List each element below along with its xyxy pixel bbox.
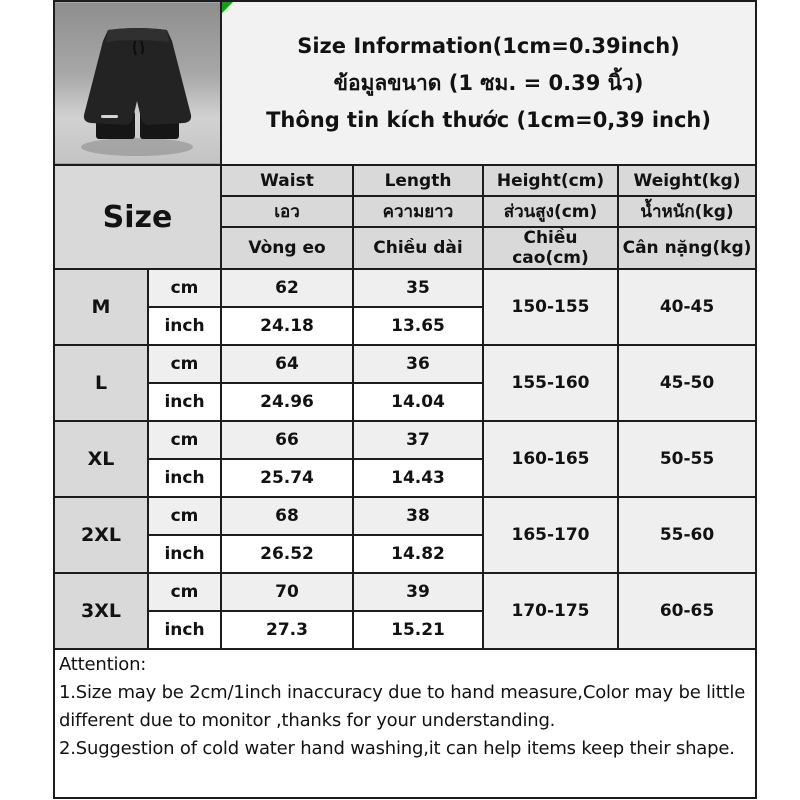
length-cm-value: 37	[353, 421, 483, 459]
size-label: M	[54, 269, 148, 345]
attention-line-2: 2.Suggestion of cold water hand washing,it can help items keep their shape.	[59, 738, 735, 759]
header-waist-en: Waist	[221, 165, 353, 196]
size-label: L	[54, 345, 148, 421]
header-weight-en: Weight(kg)	[618, 165, 756, 196]
length-inch-value: 14.43	[353, 459, 483, 497]
length-cm-value: 38	[353, 497, 483, 535]
header-weight-th: น้ำหนัก(kg)	[618, 196, 756, 227]
size-label: 3XL	[54, 573, 148, 649]
unit-cm: cm	[148, 269, 221, 307]
header-waist-th: เอว	[221, 196, 353, 227]
waist-inch-value: 24.96	[221, 383, 353, 421]
unit-cm: cm	[148, 421, 221, 459]
attention-note	[54, 649, 756, 798]
size-column-header: Size	[54, 165, 221, 269]
waist-cm-value: 68	[221, 497, 353, 535]
title-vietnamese: Thông tin kích thước (1cm=0,39 inch)	[266, 107, 711, 132]
unit-cm: cm	[148, 573, 221, 611]
height-range: 160-165	[483, 421, 618, 497]
green-corner-marker-icon	[222, 2, 233, 13]
header-height-th: ส่วนสูง(cm)	[483, 196, 618, 227]
height-range: 170-175	[483, 573, 618, 649]
header-length-vi: Chiều dài	[353, 227, 483, 269]
size-information-table	[53, 0, 757, 799]
length-cm-value: 36	[353, 345, 483, 383]
header-waist-vi: Vòng eo	[221, 227, 353, 269]
waist-cm-value: 70	[221, 573, 353, 611]
height-range: 165-170	[483, 497, 618, 573]
waistband	[106, 28, 169, 42]
waist-inch-value: 26.52	[221, 535, 353, 573]
weight-range: 45-50	[618, 345, 756, 421]
length-inch-value: 13.65	[353, 307, 483, 345]
title-thai: ข้อมูลขนาด (1 ซม. = 0.39 นิ้ว)	[333, 70, 644, 95]
unit-cm: cm	[148, 497, 221, 535]
waist-cm-value: 62	[221, 269, 353, 307]
height-range: 155-160	[483, 345, 618, 421]
unit-cm: cm	[148, 345, 221, 383]
unit-inch: inch	[148, 459, 221, 497]
length-inch-value: 14.04	[353, 383, 483, 421]
title-cell	[221, 1, 756, 165]
attention-heading: Attention:	[59, 654, 147, 675]
unit-inch: inch	[148, 535, 221, 573]
product-photo-cell	[54, 1, 221, 165]
header-length-en: Length	[353, 165, 483, 196]
length-inch-value: 14.82	[353, 535, 483, 573]
waist-inch-value: 27.3	[221, 611, 353, 649]
header-height-vi: Chiều cao(cm)	[483, 227, 618, 269]
header-height-en: Height(cm)	[483, 165, 618, 196]
brand-logo	[101, 115, 118, 118]
attention-line-1: 1.Size may be 2cm/1inch inaccuracy due to hand measure,Color may be little different due to monitor ,thanks for your understanding.	[59, 682, 746, 731]
weight-range: 55-60	[618, 497, 756, 573]
unit-inch: inch	[148, 611, 221, 649]
header-length-th: ความยาว	[353, 196, 483, 227]
waist-cm-value: 66	[221, 421, 353, 459]
waist-inch-value: 25.74	[221, 459, 353, 497]
header-weight-vi: Cân nặng(kg)	[618, 227, 756, 269]
length-cm-value: 39	[353, 573, 483, 611]
shorts-product-image	[55, 3, 220, 163]
size-label: XL	[54, 421, 148, 497]
length-cm-value: 35	[353, 269, 483, 307]
size-label: 2XL	[54, 497, 148, 573]
height-range: 150-155	[483, 269, 618, 345]
length-inch-value: 15.21	[353, 611, 483, 649]
weight-range: 60-65	[618, 573, 756, 649]
weight-range: 50-55	[618, 421, 756, 497]
unit-inch: inch	[148, 307, 221, 345]
waist-inch-value: 24.18	[221, 307, 353, 345]
unit-inch: inch	[148, 383, 221, 421]
weight-range: 40-45	[618, 269, 756, 345]
shadow	[81, 138, 193, 156]
waist-cm-value: 64	[221, 345, 353, 383]
title-english: Size Information(1cm=0.39inch)	[297, 33, 680, 58]
